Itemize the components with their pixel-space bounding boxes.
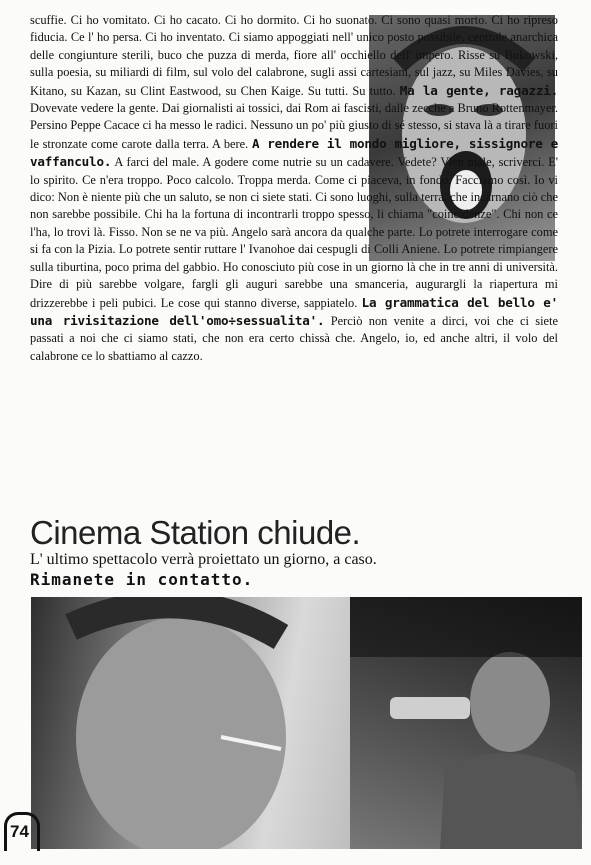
photo-drinking-man-illustration — [350, 597, 582, 849]
article-body — [30, 12, 558, 365]
page-number: 74 — [10, 822, 29, 841]
photo-smoking-man — [31, 597, 354, 849]
article-highlight: La grammatica del bello e' una rivisitazione dell'omo÷sessualita'. — [30, 294, 559, 328]
article-paragraph: Perciò non venite a dirci, voi che ci siete passati a noi che ci siamo stati, che non era certo chissà che. Angelo, io, ed anche altri, il volo del calabrone ce lo sbattiamo al cazzo. — [30, 313, 559, 363]
article-highlight: Ma la gente, ragazzi. — [399, 82, 558, 98]
article-paragraph: Dovevate vedere la gente. Dai giornalisti ai tossici, dai Rom ai fascisti, dalle zecche a Bruno Rottenmayer. Persino Peppe Cacace ci ha messo le radici. Nessuno un po' più giusto di sé stesso, si stava là a tirare fuori le stronzate come carote dalla terra. A bere. — [30, 101, 558, 151]
contact-tagline: Rimanete in contatto. — [30, 570, 254, 589]
photo-drinking-man — [350, 597, 582, 849]
photo-smoking-man-illustration — [31, 597, 354, 849]
section-title: Cinema Station chiude. — [30, 514, 361, 551]
article-highlight: A rendere il mondo migliore, sissignore e vaffanculo. — [30, 135, 558, 170]
article-paragraph: scuffie. Ci ho vomitato. Ci ho cacato. Ci ho dormito. Ci ho suonato. Ci sono quasi morto. Ci ho ripreso fiducia. Ce l' ho persa. Ci ho inventato. Ci siamo appoggiati nell' unico posto possibile, centrale anarchica delle congiunture sterili, buco che puzza di merda, fiore all' occhiello dell' impero. Risse su Bukowski, sulla poesia, su miliardi di film, sul volo del calabrone, sugli assi cartesiani, sul jazz, su Miles Davies, su Kitano, su Kazan, su Clint Eastwood, su Chen Kaige. Su tutti. Su tutto. — [30, 13, 558, 98]
section-subtitle: L' ultimo spettacolo verrà proiettato un giorno, a caso. — [30, 551, 377, 568]
page-number-badge — [4, 812, 38, 852]
article-paragraph: A farci del male. A godere come nutrie su un cadavere. Vedete? Vien male, scriverci. E' lo spirito. Ce n'era troppo. Poco calcolo. Troppa merda. Come ci piaceva, in fondo. Facciamo così. Io vi dico: Non è niente più che un saluto, se non ci siete stati. Ci sono luoghi, sulla terra, che incarnano ciò che non sarebbe possibile. Chi ha la fortuna di incontrarli troppo spesso, li chiama "coincidenze". Chi non ce l'ha, lo trovi là. Fisso. Non se ne va più. Angelo sarà ancora da qualche parte. Lo potrete interrogare come si fa con la Pizia. Lo potrete sentir ruttare l' Ivanohoe dai cespugli di Colli Aniene. Lo potrete rimpiangere sulla tiburtina, poco prima del gabbio. Ho conosciuto più cose in un giorno là che in tre anni di università. Dire di più sarebbe volgare, fargli gli auguri sarebbe una smanceria, augurargli la riapertura mi drizzerebbe i peli pubici. Le cose qui stanno diverse, sappiatelo. — [30, 155, 558, 310]
